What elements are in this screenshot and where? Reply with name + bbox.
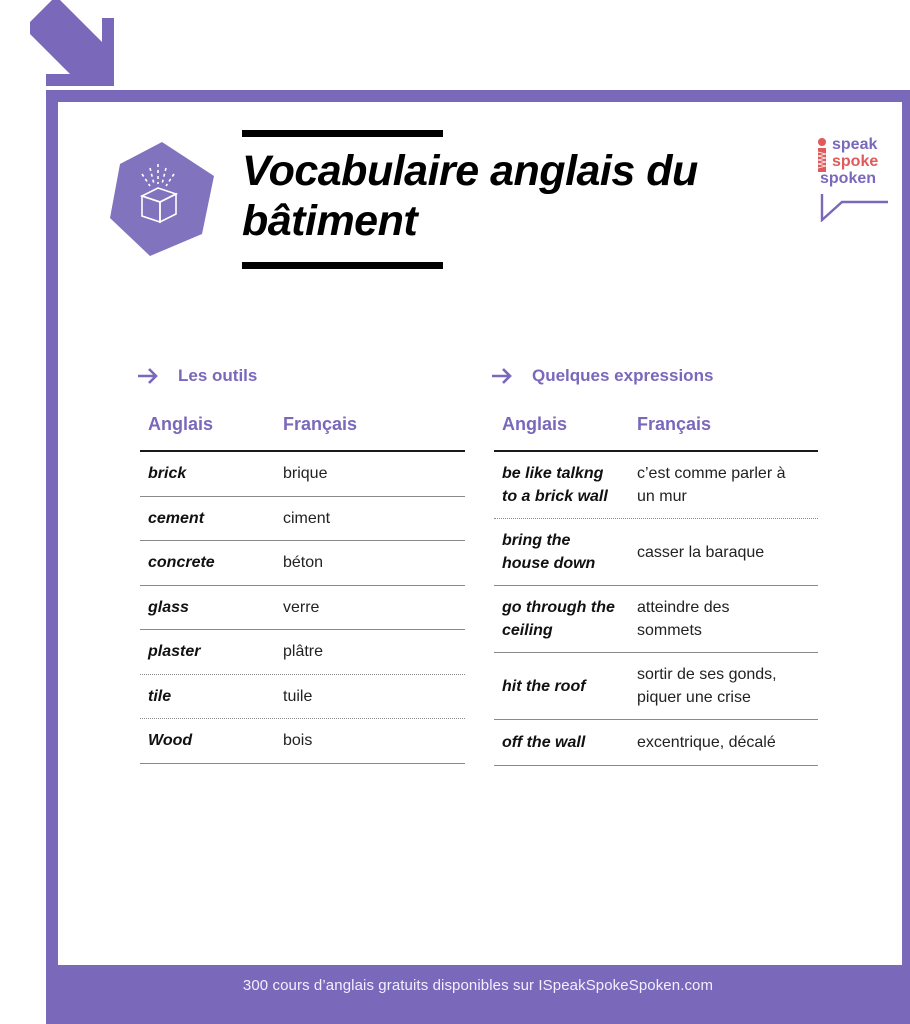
table-row: off the wall excentrique, décalé [494,720,818,766]
table-row: Wood bois [140,719,465,764]
right-arrow-icon [490,367,514,385]
speech-tail-icon [820,192,890,222]
tools-section [140,364,465,764]
page-frame [46,90,910,1024]
title-rule-top [242,130,443,137]
table-row: brick brique [140,452,465,497]
table-row: tile tuile [140,675,465,720]
table-row: go through the ceiling atteindre des sommets [494,586,818,653]
logo-i-icon [816,138,828,174]
section-title: Quelques expressions [532,366,714,385]
table-header: Anglais Français [140,412,465,452]
table-row: plaster plâtre [140,630,465,675]
diagonal-arrow-icon [30,0,120,90]
title-rule-bottom [242,262,443,269]
table-row: be like talkng to a brick wall c’est comme parler à un mur [494,452,818,519]
table-row: glass verre [140,586,465,631]
section-title: Les outils [178,366,258,385]
table-row: concrete béton [140,541,465,586]
right-arrow-icon [136,367,160,385]
table-row: cement ciment [140,497,465,542]
footer-text: 300 cours d’anglais gratuits disponibles sur ISpeakSpokeSpoken.com [242,977,714,994]
hexagon-badge [106,140,222,258]
content-card [58,102,902,965]
table-header: Anglais Français [494,412,818,452]
table-row: hit the roof sortir de ses gonds, piquer une crise [494,653,818,720]
table-row: bring the house down casser la baraque [494,519,818,586]
expressions-section [494,364,818,766]
page-title: Vocabulaire anglais du bâtiment [242,147,698,245]
brand-logo: speak spoke spoken [814,136,894,228]
